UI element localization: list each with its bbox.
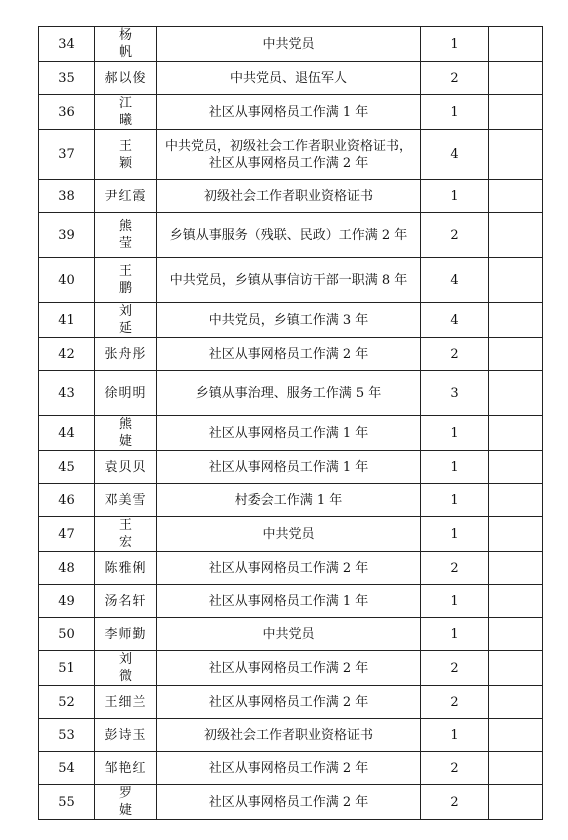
qualification-text: 社区从事网格员工作满 1 年 [157, 416, 421, 451]
row-number: 44 [39, 416, 95, 451]
score-value: 2 [421, 651, 489, 686]
table-row [39, 785, 543, 820]
remarks-cell [489, 752, 543, 785]
score-value: 1 [421, 27, 489, 62]
qualification-text: 社区从事网格员工作满 2 年 [157, 338, 421, 371]
table-row [39, 371, 543, 416]
person-name: 熊莹 [95, 213, 157, 258]
score-value: 2 [421, 62, 489, 95]
qualification-text: 中共党员 [157, 618, 421, 651]
person-name: 熊婕 [95, 416, 157, 451]
table-row [39, 651, 543, 686]
row-number: 53 [39, 719, 95, 752]
remarks-cell [489, 785, 543, 820]
person-name: 徐明明 [95, 371, 157, 416]
qualification-text: 乡镇从事服务（残联、民政）工作满 2 年 [157, 213, 421, 258]
remarks-cell [489, 517, 543, 552]
row-number: 34 [39, 27, 95, 62]
remarks-cell [489, 213, 543, 258]
remarks-cell [489, 686, 543, 719]
row-number: 51 [39, 651, 95, 686]
remarks-cell [489, 585, 543, 618]
person-name: 邓美雪 [95, 484, 157, 517]
remarks-cell [489, 371, 543, 416]
person-name: 罗婕 [95, 785, 157, 820]
score-table-body [39, 27, 543, 820]
table-row [39, 62, 543, 95]
table-row [39, 686, 543, 719]
row-number: 47 [39, 517, 95, 552]
remarks-cell [489, 338, 543, 371]
remarks-cell [489, 303, 543, 338]
remarks-cell [489, 719, 543, 752]
remarks-cell [489, 651, 543, 686]
score-value: 1 [421, 95, 489, 130]
table-row [39, 213, 543, 258]
remarks-cell [489, 552, 543, 585]
row-number: 39 [39, 213, 95, 258]
row-number: 46 [39, 484, 95, 517]
table-row [39, 618, 543, 651]
row-number: 54 [39, 752, 95, 785]
person-name: 刘微 [95, 651, 157, 686]
score-value: 1 [421, 484, 489, 517]
person-name: 彭诗玉 [95, 719, 157, 752]
person-name: 杨帆 [95, 27, 157, 62]
person-name: 张舟彤 [95, 338, 157, 371]
remarks-cell [489, 618, 543, 651]
score-value: 1 [421, 618, 489, 651]
score-value: 4 [421, 258, 489, 303]
score-value: 2 [421, 338, 489, 371]
row-number: 38 [39, 180, 95, 213]
table-row [39, 585, 543, 618]
table-row [39, 95, 543, 130]
table-row [39, 27, 543, 62]
person-name: 陈雅俐 [95, 552, 157, 585]
score-value: 1 [421, 719, 489, 752]
table-row [39, 338, 543, 371]
row-number: 40 [39, 258, 95, 303]
table-row [39, 130, 543, 180]
score-value: 1 [421, 517, 489, 552]
qualification-text: 社区从事网格员工作满 2 年 [157, 552, 421, 585]
score-value: 3 [421, 371, 489, 416]
qualification-text: 社区从事网格员工作满 2 年 [157, 686, 421, 719]
qualification-text: 村委会工作满 1 年 [157, 484, 421, 517]
table-row [39, 303, 543, 338]
table-row [39, 180, 543, 213]
table-row [39, 258, 543, 303]
qualification-text: 中共党员 [157, 517, 421, 552]
row-number: 42 [39, 338, 95, 371]
row-number: 52 [39, 686, 95, 719]
table-row [39, 719, 543, 752]
score-value: 2 [421, 213, 489, 258]
table-row [39, 416, 543, 451]
table-row [39, 552, 543, 585]
row-number: 55 [39, 785, 95, 820]
score-value: 1 [421, 416, 489, 451]
person-name: 刘延 [95, 303, 157, 338]
qualification-text: 初级社会工作者职业资格证书 [157, 180, 421, 213]
person-name: 王鹏 [95, 258, 157, 303]
table-row [39, 752, 543, 785]
score-value: 1 [421, 180, 489, 213]
table-row [39, 451, 543, 484]
row-number: 35 [39, 62, 95, 95]
qualification-text: 初级社会工作者职业资格证书 [157, 719, 421, 752]
remarks-cell [489, 416, 543, 451]
person-name: 汤名轩 [95, 585, 157, 618]
score-value: 2 [421, 552, 489, 585]
person-name: 邹艳红 [95, 752, 157, 785]
row-number: 50 [39, 618, 95, 651]
person-name: 王颖 [95, 130, 157, 180]
person-name: 王宏 [95, 517, 157, 552]
person-name: 郝以俊 [95, 62, 157, 95]
qualification-text: 中共党员，乡镇从事信访干部一职满 8 年 [157, 258, 421, 303]
qualification-text: 中共党员，乡镇工作满 3 年 [157, 303, 421, 338]
remarks-cell [489, 130, 543, 180]
qualification-text: 中共党员、退伍军人 [157, 62, 421, 95]
score-value: 1 [421, 451, 489, 484]
qualification-text: 社区从事网格员工作满 2 年 [157, 785, 421, 820]
row-number: 36 [39, 95, 95, 130]
remarks-cell [489, 62, 543, 95]
row-number: 48 [39, 552, 95, 585]
score-value: 2 [421, 785, 489, 820]
score-value: 2 [421, 686, 489, 719]
qualification-text: 中共党员，初级社会工作者职业资格证书，社区从事网格员工作满 2 年 [157, 130, 421, 180]
score-table [38, 26, 543, 820]
person-name: 李师勤 [95, 618, 157, 651]
qualification-text: 社区从事网格员工作满 1 年 [157, 451, 421, 484]
remarks-cell [489, 451, 543, 484]
row-number: 49 [39, 585, 95, 618]
remarks-cell [489, 180, 543, 213]
score-value: 4 [421, 303, 489, 338]
score-value: 4 [421, 130, 489, 180]
person-name: 江曦 [95, 95, 157, 130]
row-number: 37 [39, 130, 95, 180]
score-value: 1 [421, 585, 489, 618]
remarks-cell [489, 484, 543, 517]
row-number: 43 [39, 371, 95, 416]
person-name: 王细兰 [95, 686, 157, 719]
row-number: 41 [39, 303, 95, 338]
qualification-text: 乡镇从事治理、服务工作满 5 年 [157, 371, 421, 416]
remarks-cell [489, 27, 543, 62]
remarks-cell [489, 258, 543, 303]
qualification-text: 社区从事网格员工作满 1 年 [157, 585, 421, 618]
qualification-text: 社区从事网格员工作满 2 年 [157, 752, 421, 785]
table-row [39, 517, 543, 552]
qualification-text: 社区从事网格员工作满 1 年 [157, 95, 421, 130]
person-name: 尹红霞 [95, 180, 157, 213]
remarks-cell [489, 95, 543, 130]
score-value: 2 [421, 752, 489, 785]
qualification-text: 中共党员 [157, 27, 421, 62]
person-name: 袁贝贝 [95, 451, 157, 484]
row-number: 45 [39, 451, 95, 484]
table-row [39, 484, 543, 517]
qualification-text: 社区从事网格员工作满 2 年 [157, 651, 421, 686]
